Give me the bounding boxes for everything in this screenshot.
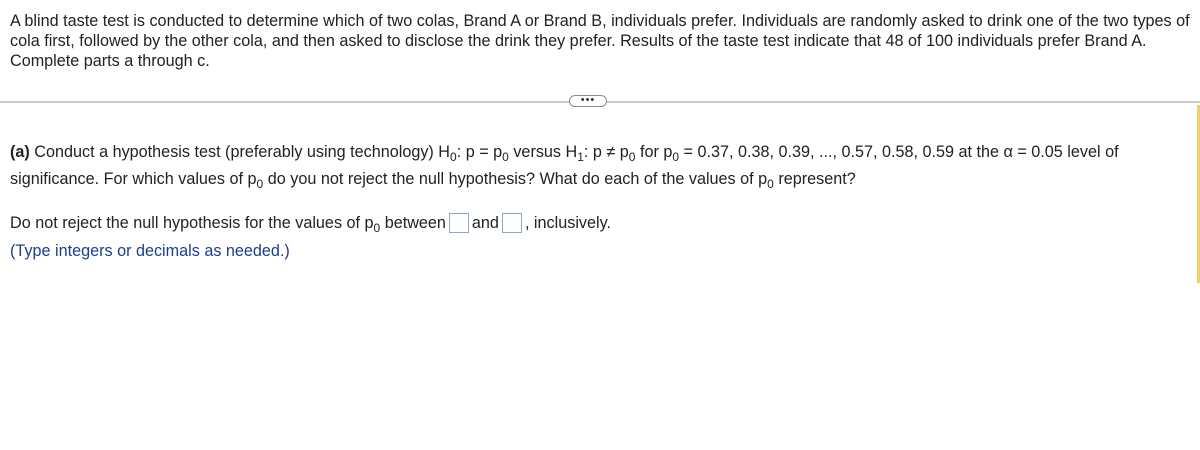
problem-line-3: Complete parts a through c.: [10, 52, 210, 70]
answer-text: Do not reject the null hypothesis for the values of p: [10, 214, 374, 232]
part-a-text: for p: [635, 143, 673, 161]
upper-bound-input[interactable]: [502, 213, 522, 233]
part-a-text: : p ≠ p: [583, 143, 629, 161]
part-a-text: do you not reject the null hypothesis? What do each of the values of p: [263, 170, 768, 188]
part-a-question-line-2: [10, 169, 856, 189]
subscript: 1: [577, 150, 584, 164]
problem-line-2: cola first, followed by the other cola, and then asked to disclose the drink they prefer. Results of the taste test indicate that 48 of 100 individuals prefer Brand A.: [10, 32, 1147, 50]
part-a-text: represent?: [773, 170, 856, 188]
part-a-text: Conduct a hypothesis test (preferably using technology) H: [29, 143, 451, 161]
input-hint: (Type integers or decimals as needed.): [10, 242, 290, 260]
answer-text: between: [380, 214, 446, 232]
answer-text: , inclusively.: [524, 214, 611, 232]
part-a-text: = 0.37, 0.38, 0.39, ..., 0.57, 0.58, 0.59 at the α = 0.05 level of: [679, 143, 1119, 161]
subscript: 0: [767, 177, 774, 191]
subscript: 0: [373, 221, 381, 235]
ellipsis-icon: •••: [580, 93, 596, 106]
problem-line-1: A blind taste test is conducted to determine which of two colas, Brand A or Brand B, individuals prefer. Individuals are randomly asked to drink one of the two types of: [10, 12, 1190, 30]
part-a-label: (a): [10, 143, 30, 161]
subscript: 0: [450, 150, 457, 164]
part-a-text: : p = p: [456, 143, 503, 161]
subscript: 0: [256, 177, 264, 191]
answer-text: and: [471, 214, 499, 232]
subscript: 0: [628, 150, 636, 164]
part-a-question-line-1: [10, 142, 1119, 162]
part-a-text: versus H: [508, 143, 578, 161]
lower-bound-input[interactable]: [449, 213, 469, 233]
part-a-text: significance. For which values of p: [10, 170, 257, 188]
answer-line: [10, 213, 611, 233]
subscript: 0: [672, 150, 680, 164]
problem-statement: [10, 11, 1190, 71]
subscript: 0: [502, 150, 509, 164]
expand-more-button[interactable]: [569, 95, 607, 107]
